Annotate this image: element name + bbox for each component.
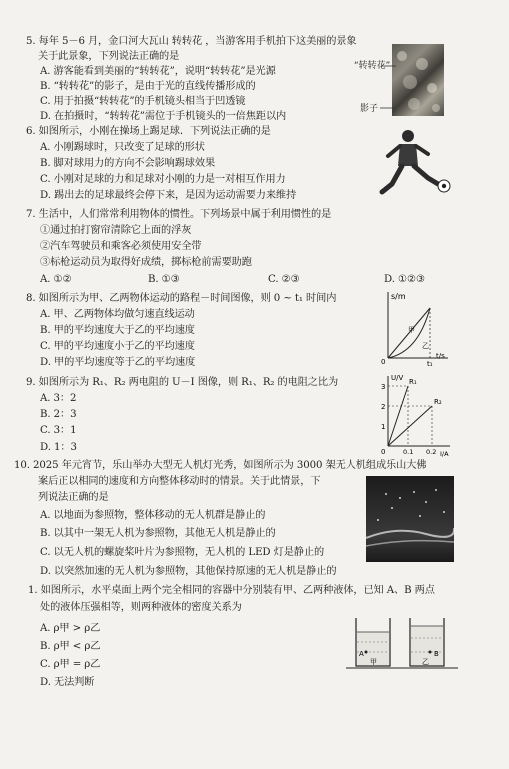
q11-option-c: C. ρ甲 = ρ乙 bbox=[40, 659, 101, 670]
q8-stem: 8. 如图所示为甲、乙两物体运动的路程－时间图像，则 0 ~ t₁ 时间内 bbox=[26, 293, 337, 304]
q8-jia-label: 甲 bbox=[408, 326, 415, 334]
q9-r1-label: R₁ bbox=[409, 378, 417, 386]
q8-ylabel: s/m bbox=[391, 292, 406, 301]
q7-statement-3: ③标枪运动员为取得好成绩，掷标枪前需要助跑 bbox=[40, 257, 252, 268]
q8-xlabel: t/s bbox=[436, 352, 445, 360]
q11-option-d: D. 无法判断 bbox=[40, 677, 95, 688]
q7-stem: 7. 生活中，人们常常利用物体的惯性。下列场景中属于利用惯性的是 bbox=[26, 209, 332, 220]
q5-stem-line2: 关于此景象，下列说法正确的是 bbox=[38, 51, 180, 62]
q10-stem-line3: 列说法正确的是 bbox=[38, 492, 109, 503]
flower-label: “转转花” bbox=[354, 61, 391, 71]
shadow-label: 影子 bbox=[360, 104, 379, 114]
q9-tick-3: 3 bbox=[381, 383, 386, 391]
q10-stem-line2: 案后正以相同的速度和方向整体移动时的情景。关于此情景，下 bbox=[38, 476, 321, 487]
q8-option-c: C. 甲的平均速度小于乙的平均速度 bbox=[40, 341, 195, 352]
q10-option-a: A. 以地面为参照物，整体移动的无人机群是静止的 bbox=[40, 510, 266, 521]
flower-pointer-line bbox=[382, 62, 396, 70]
q7-options-row bbox=[40, 274, 476, 286]
q9-option-a: A. 3：2 bbox=[40, 393, 77, 404]
q8-origin: 0 bbox=[381, 358, 386, 366]
q9-tick-02: 0.2 bbox=[426, 448, 437, 456]
q8-option-b: B. 甲的平均速度大于乙的平均速度 bbox=[40, 325, 195, 336]
q10-option-c: C. 以无人机的螺旋桨叶片为参照物，无人机的 LED 灯是静止的 bbox=[40, 547, 325, 558]
q10-stem-line1: 10. 2025 年元宵节，乐山举办大型无人机灯光秀，如图所示为 3000 架无人机组成乐山大佛 bbox=[14, 460, 427, 471]
q9-origin: 0 bbox=[381, 448, 386, 456]
q11-jia-label: 甲 bbox=[370, 658, 377, 666]
q9-stem: 9. 如图所示为 R₁、R₂ 两电阻的 U－I 图像，则 R₁、R₂ 的电阻之比为 bbox=[26, 377, 339, 388]
q7-option-a: A. ①② bbox=[40, 274, 72, 285]
q9-ui-graph bbox=[376, 370, 456, 458]
q9-tick-1: 1 bbox=[381, 423, 386, 431]
q5-option-d: D. 在拍摄时，“转转花”需位于手机镜头的一倍焦距以内 bbox=[40, 111, 287, 122]
flower-photo bbox=[392, 44, 444, 116]
q9-option-d: D. 1：3 bbox=[40, 442, 77, 453]
q8-option-d: D. 甲的平均速度等于乙的平均速度 bbox=[40, 357, 196, 368]
soccer-ball-icon bbox=[438, 180, 450, 192]
q7-option-b: B. ①③ bbox=[148, 274, 180, 285]
q9-tick-2: 2 bbox=[381, 403, 386, 411]
q5-stem-line1: 5. 每年 5－6 月，金口河大瓦山 转转花 ，当游客用手机拍下这美丽的景象 bbox=[26, 36, 357, 47]
q9-option-b: B. 2：3 bbox=[40, 409, 77, 420]
q8-option-a: A. 甲、乙两物体均做匀速直线运动 bbox=[40, 309, 195, 320]
player-icon bbox=[382, 130, 438, 192]
q6-option-a: A. 小刚踢球时，只改变了足球的形状 bbox=[40, 142, 205, 153]
flower-texture bbox=[392, 44, 444, 116]
q9-xlabel: I/A bbox=[440, 450, 449, 458]
q11-point-b: B bbox=[434, 650, 439, 658]
q9-ylabel: U/V bbox=[391, 374, 404, 382]
q7-statement-2: ②汽车驾驶员和乘客必须使用安全带 bbox=[40, 241, 202, 252]
q9-r2-label: R₂ bbox=[434, 398, 442, 406]
q6-option-b: B. 脚对球用力的方向不会影响踢球效果 bbox=[40, 158, 216, 169]
q7-statement-1: ①通过拍打窗帘清除它上面的浮灰 bbox=[40, 225, 192, 236]
q11-point-a: A bbox=[359, 650, 364, 658]
drone-lights-texture bbox=[366, 476, 454, 562]
q5-option-b: B. “转转花”的影子，是由于光的直线传播形成的 bbox=[40, 81, 256, 92]
q6-option-c: C. 小刚对足球的力和足球对小刚的力是一对相互作用力 bbox=[40, 174, 286, 185]
q11-stem-line2: 处的液体压强相等，则两种液体的密度关系为 bbox=[40, 602, 242, 613]
q5-option-a: A. 游客能看到美丽的“转转花”，说明“转转花”是光源 bbox=[40, 66, 276, 77]
soccer-player-figure bbox=[378, 126, 454, 206]
q8-yi-label: 乙 bbox=[422, 342, 429, 350]
q9-tick-01: 0.1 bbox=[403, 448, 414, 456]
q6-option-d: D. 踢出去的足球最终会停下来，是因为运动需要力来维持 bbox=[40, 190, 297, 201]
q11-containers-figure bbox=[346, 612, 458, 674]
drone-show-photo bbox=[366, 476, 454, 562]
q7-option-d: D. ①②③ bbox=[384, 274, 426, 285]
q11-stem-line1: 1. 如图所示，水平桌面上两个完全相同的容器中分别装有甲、乙两种液体，已知 A、B 两点 bbox=[28, 585, 435, 596]
q7-option-c: C. ②③ bbox=[268, 274, 300, 285]
q10-option-b: B. 以其中一架无人机为参照物，其他无人机是静止的 bbox=[40, 528, 276, 539]
q5-option-c: C. 用于拍摄“转转花”的手机镜头相当于凹透镜 bbox=[40, 96, 246, 107]
q11-yi-label: 乙 bbox=[422, 658, 429, 666]
q6-stem: 6. 如图所示，小刚在操场上踢足球．下列说法正确的是 bbox=[26, 126, 271, 137]
q10-option-d: D. 以突然加速的无人机为参照物，其他保持原速的无人机是静止的 bbox=[40, 566, 337, 577]
shadow-pointer-line bbox=[380, 104, 394, 112]
q11-option-b: B. ρ甲 < ρ乙 bbox=[40, 641, 101, 652]
q8-t1-label: t₁ bbox=[427, 360, 433, 366]
q9-option-c: C. 3：1 bbox=[40, 425, 77, 436]
q11-option-a: A. ρ甲 > ρ乙 bbox=[40, 623, 101, 634]
q8-st-graph bbox=[378, 286, 452, 366]
